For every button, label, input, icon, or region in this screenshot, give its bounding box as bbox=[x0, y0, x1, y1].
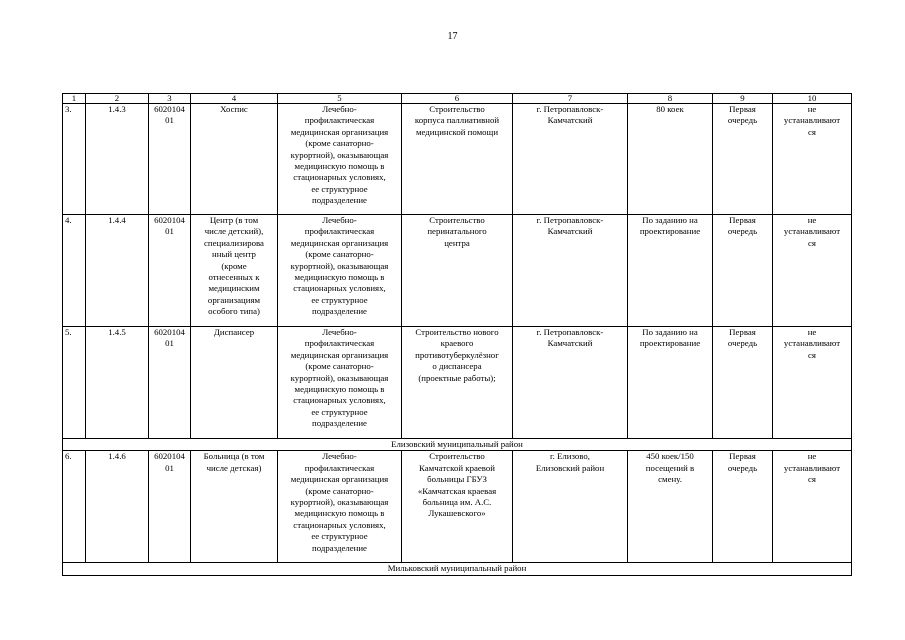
row-number: 5. bbox=[63, 327, 86, 439]
item-code: 1.4.3 bbox=[86, 104, 149, 215]
header-cell: 4 bbox=[191, 94, 278, 104]
facility-purpose: Лечебно- профилактическая медицинская организация (кроме санаторно- курортной), оказывающая медицинскую помощь в стационарных условиях, ее структурное подразделение bbox=[278, 104, 402, 215]
construction-queue: Первая очередь bbox=[713, 451, 773, 563]
facility-location: г. Петропавловск- Камчатский bbox=[513, 215, 628, 327]
facility-capacity: По заданию на проектирование bbox=[628, 215, 713, 327]
header-cell: 10 bbox=[773, 94, 852, 104]
facility-purpose: Лечебно- профилактическая медицинская организация (кроме санаторно- курортной), оказывающая медицинскую помощь в стационарных условиях, ее структурное подразделение bbox=[278, 327, 402, 439]
facilities-table bbox=[62, 93, 852, 576]
facility-name: Строительство нового краевого противотуберкулёзног о диспансера (проектные работы); bbox=[402, 327, 513, 439]
header-cell: 7 bbox=[513, 94, 628, 104]
facility-location: г. Петропавловск- Камчатский bbox=[513, 104, 628, 215]
header-cell: 9 bbox=[713, 94, 773, 104]
table-row bbox=[63, 215, 852, 327]
table-row bbox=[63, 327, 852, 439]
facility-type: Диспансер bbox=[191, 327, 278, 439]
facility-name: Строительство корпуса паллиативной медицинской помощи bbox=[402, 104, 513, 215]
facility-type: Больница (в том числе детская) bbox=[191, 451, 278, 563]
classifier-code: 6020104 01 bbox=[149, 215, 191, 327]
district-row bbox=[63, 439, 852, 451]
facility-purpose: Лечебно- профилактическая медицинская организация (кроме санаторно- курортной), оказывающая медицинскую помощь в стационарных условиях, ее структурное подразделение bbox=[278, 215, 402, 327]
item-code: 1.4.5 bbox=[86, 327, 149, 439]
facility-capacity: 450 коек/150 посещений в смену. bbox=[628, 451, 713, 563]
page-number: 17 bbox=[447, 31, 458, 42]
classifier-code: 6020104 01 bbox=[149, 451, 191, 563]
facility-name: Строительство перинатального центра bbox=[402, 215, 513, 327]
header-cell: 5 bbox=[278, 94, 402, 104]
classifier-code: 6020104 01 bbox=[149, 327, 191, 439]
item-code: 1.4.4 bbox=[86, 215, 149, 327]
facility-capacity: По заданию на проектирование bbox=[628, 327, 713, 439]
header-cell: 1 bbox=[63, 94, 86, 104]
facility-type: Центр (в том числе детский), специализирова нный центр (кроме отнесенных к медицинским организациям особого типа) bbox=[191, 215, 278, 327]
row-number: 4. bbox=[63, 215, 86, 327]
item-code: 1.4.6 bbox=[86, 451, 149, 563]
protection-zone: не устанавливают ся bbox=[773, 215, 852, 327]
classifier-code: 6020104 01 bbox=[149, 104, 191, 215]
construction-queue: Первая очередь bbox=[713, 104, 773, 215]
header-cell: 3 bbox=[149, 94, 191, 104]
district-heading: Мильковский муниципальный район bbox=[63, 563, 852, 575]
facility-location: г. Петропавловск- Камчатский bbox=[513, 327, 628, 439]
protection-zone: не устанавливают ся bbox=[773, 327, 852, 439]
protection-zone: не устанавливают ся bbox=[773, 451, 852, 563]
header-cell: 2 bbox=[86, 94, 149, 104]
facility-capacity: 80 коек bbox=[628, 104, 713, 215]
protection-zone: не устанавливают ся bbox=[773, 104, 852, 215]
table-row bbox=[63, 451, 852, 563]
header-cell: 6 bbox=[402, 94, 513, 104]
facility-purpose: Лечебно- профилактическая медицинская организация (кроме санаторно- курортной), оказывающая медицинскую помощь в стационарных условиях, ее структурное подразделение bbox=[278, 451, 402, 563]
facility-location: г. Елизово, Елизовский район bbox=[513, 451, 628, 563]
table-row bbox=[63, 104, 852, 215]
district-heading: Елизовский муниципальный район bbox=[63, 439, 852, 451]
row-number: 6. bbox=[63, 451, 86, 563]
header-cell: 8 bbox=[628, 94, 713, 104]
facility-type: Хоспис bbox=[191, 104, 278, 215]
construction-queue: Первая очередь bbox=[713, 327, 773, 439]
district-row bbox=[63, 563, 852, 575]
facility-name: Строительство Камчатской краевой больницы ГБУЗ «Камчатская краевая больница им. А.С. Лукашевского» bbox=[402, 451, 513, 563]
row-number: 3. bbox=[63, 104, 86, 215]
construction-queue: Первая очередь bbox=[713, 215, 773, 327]
header-row bbox=[63, 94, 852, 104]
